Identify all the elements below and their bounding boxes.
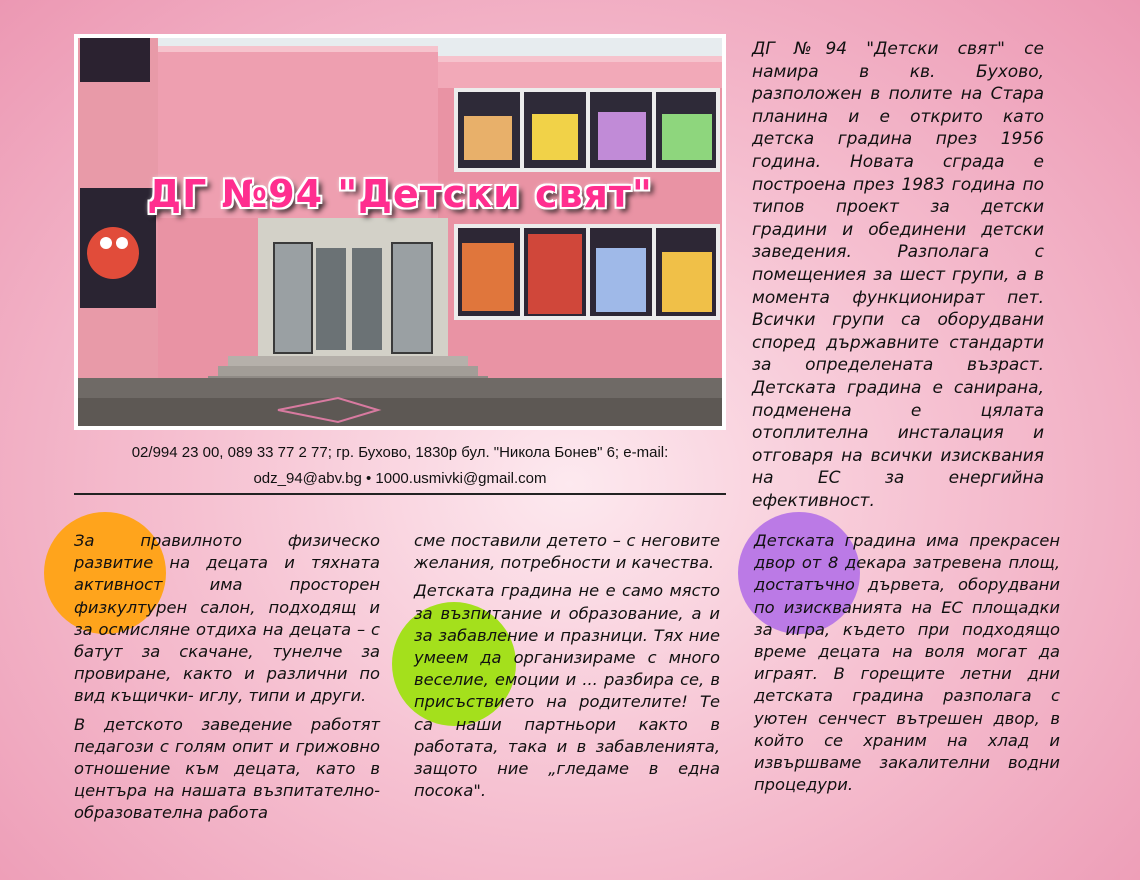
building-illustration <box>78 38 722 426</box>
column-2-paragraph-1: сме поставили детето – с неговите желания, потребности и качества. <box>414 531 720 573</box>
divider-line <box>74 493 726 495</box>
photo-title: ДГ №94 "Детски свят" <box>147 172 653 216</box>
contact-info <box>74 440 726 492</box>
contact-line-1: 02/994 23 00, 089 33 77 2 77; гр. Бухово, 1830р бул. "Никола Бонев" 6; e-mail: <box>131 444 669 461</box>
intro-paragraph: ДГ №94 "Детски свят" се намира в кв. Бухово, разположен в полите на Стара планина и е открито като детска градина през 1956 година. Новата сграда е построена през 1983 година по типов проект за детски градини и обединени детски заведения. Разполага с помещениея за шест групи, а в момента функционират пет. Всички групи са оборудвани според държавните стандарти за определената възраст. Детската градина е санирана, подменена е цялата отоплителна инсталация и отговаря на всички изисквания на ЕС за енергийна ефективност. <box>752 39 1044 511</box>
contact-line-2: odz_94@abv.bg • 1000.usmivki@gmail.com <box>253 470 547 487</box>
column-3-paragraph-1: Детската градина има прекрасен двор от 8 декара затревена площ, достатъчно дървета, оборудвани по изискванията на ЕС площадки за игра, където при подходящо време децата на воля могат да играят. В горещите летни дни детската градина разполага с уютен сенчест вътрешен двор, в който се храним на хлад и извършваме закалителни водни процедури. <box>754 531 1060 795</box>
kindergarten-photo <box>74 34 726 430</box>
column-2 <box>414 530 720 808</box>
column-1-paragraph-1: За правилното физическо развитие на децата и тяхната активност има просторен физкултурен салон, подходящ и за осмисляне отдиха на децата – с батут за скачане, тунелче за провиране, както и различни по вид къщички- иглу, типи и други. <box>74 531 380 706</box>
column-1-paragraph-2: В детското заведение работят педагози с голям опит и грижовно отношение към децата, като в центъра на нашата възпитателно-образователна работа <box>74 714 380 823</box>
column-3 <box>754 530 1060 802</box>
column-2-paragraph-2: Детската градина не е само място за възпитание и образование, а и за забавление и празници. Тях ние умеем да организираме с много веселие, емоции и ... разбира се, в присъствието на родителите! Те са наши партньори както в работата, така и в забавленията, защото ние „гледаме в една посока". <box>414 581 720 801</box>
intro-column <box>752 38 1044 518</box>
column-1 <box>74 530 380 831</box>
